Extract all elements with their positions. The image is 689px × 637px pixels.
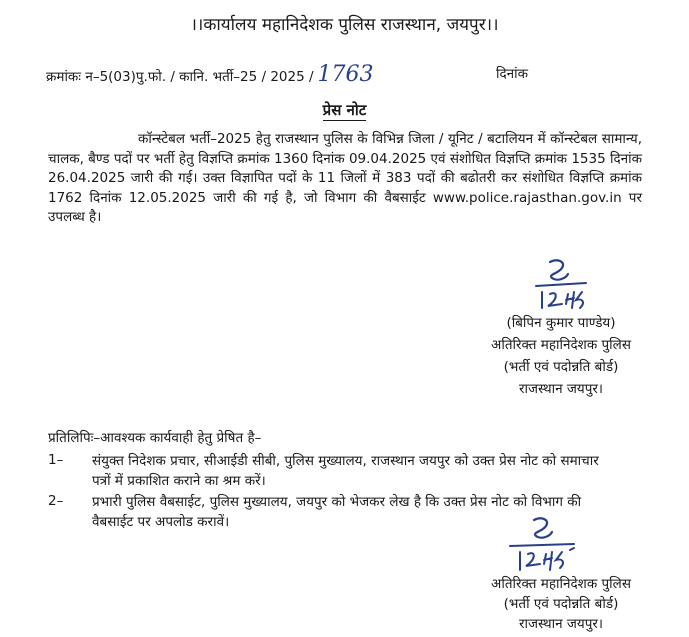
date-label: दिनांक: [496, 66, 529, 82]
signature-2: [504, 514, 584, 574]
signatory-designation: अतिरिक्त महानिदेशक पुलिस: [491, 337, 631, 353]
signature-1: [528, 256, 598, 312]
signatory-designation: अतिरिक्त महानिदेशक पुलिस: [491, 576, 631, 592]
document-title: प्रेस नोट: [322, 101, 367, 119]
copy-item-number: 2–: [48, 493, 64, 509]
copy-item-text: संयुक्त निदेशक प्रचार, सीआईडी सीबी, पुलिस मुख्यालय, राजस्थान जयपुर को उक्त प्रेस नोट को समाचार पत्रों में प्रकाशित कराने का श्रम करें।: [92, 453, 599, 489]
copy-item-text: प्रभारी पुलिस वैबसाईट, पुलिस मुख्यालय, जयपुर को भेजकर लेख है कि उक्त प्रेस नोट को विभाग की वैबसाईट पर अपलोड करावें।: [92, 494, 582, 530]
signatory-location: राजस्थान जयपुर।: [518, 381, 604, 397]
signatory-name: (बिपिन कुमार पाण्डेय): [506, 315, 616, 331]
handwritten-reference-number: 1763: [317, 62, 374, 87]
signatory-department: (भर्ती एवं पदोन्नति बोर्ड): [503, 596, 619, 612]
signatory-location: राजस्थान जयपुर।: [518, 616, 604, 632]
reference-line: [46, 62, 374, 87]
copy-label: प्रतिलिपिः–आवश्यक कार्यवाही हेतु प्रेषित है–: [48, 430, 262, 446]
reference-number: क्रमांकः न–5(03)पु.फो. / कानि. भर्ती–25 / 2025 /: [46, 69, 314, 85]
body-paragraph: कॉन्स्टेबल भर्ती–2025 हेतु राजस्थान पुलिस के विभिन्न जिला / यूनिट / बटालियन में कॉन्स्टेबल सामान्य, चालक, बैण्ड पदों पर भर्ती हेतु विज्ञप्ति क्रमांक 1360 दिनांक 09.04.2025 एवं संशोधित विज्ञप्ति क्रमांक 1535 दिनांक 26.04.2025 जारी की गई। उक्त विज्ञापित पदों के 11 जिलों में 383 पदों की बढोतरी कर संशोधित विज्ञप्ति क्रमांक 1762 दिनांक 12.05.2025 जारी की गई है, जो विभाग की वैबसाईट www.police.rajasthan.gov.in पर उपलब्ध है।: [48, 131, 642, 225]
office-header: ।।कार्यालय महानिदेशक पुलिस राजस्थान, जयपुर।।: [190, 15, 499, 35]
copy-item-number: 1–: [48, 452, 64, 468]
signature-2-block: [448, 574, 674, 634]
signatory-department: (भर्ती एवं पदोन्नति बोर्ड): [503, 359, 619, 375]
signature-1-block: [448, 312, 674, 400]
